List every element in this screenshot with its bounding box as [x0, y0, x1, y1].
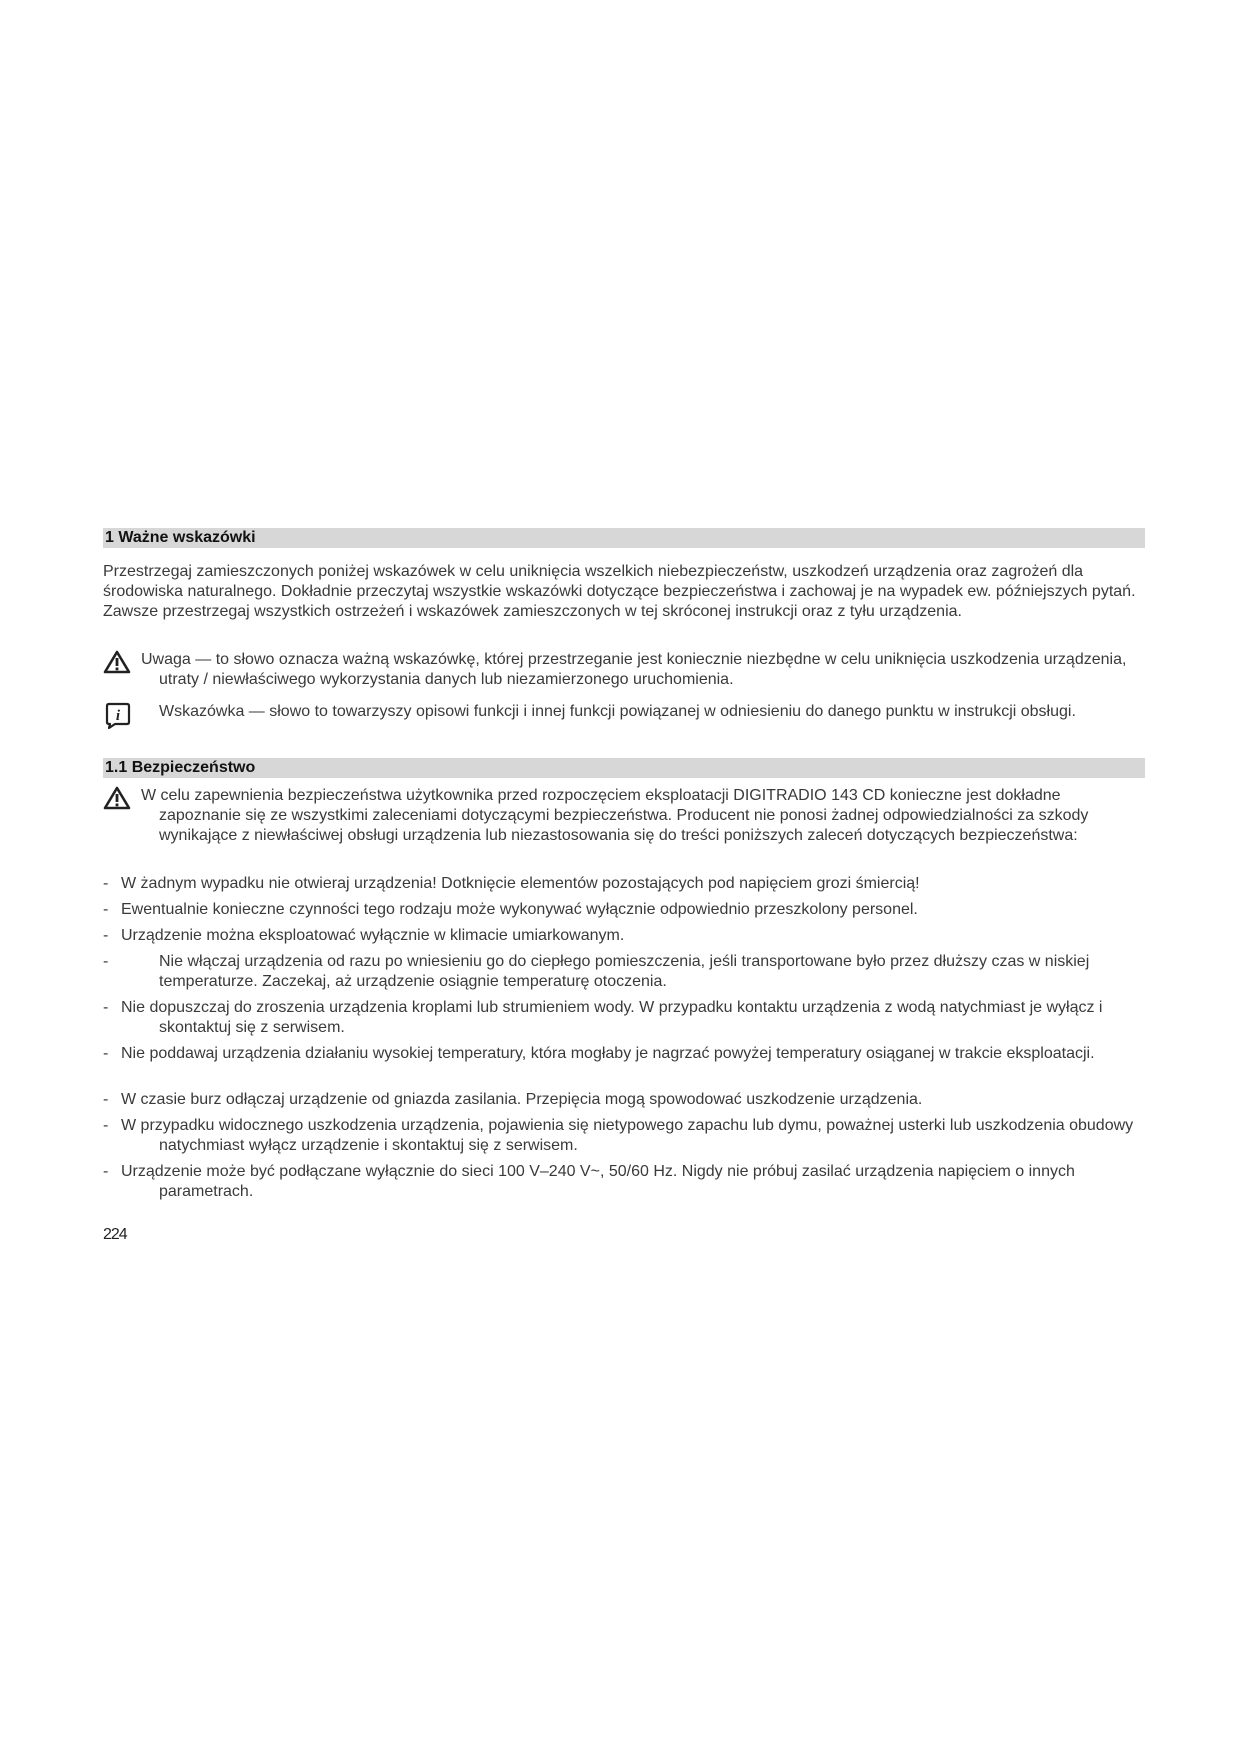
list-item: - W przypadku widocznego uszkodzenia urządzenia, pojawienia się nietypowego zapachu lub dymu, poważnej usterki lub uszkodzenia obudowy natychmiast wyłącz urządzenie i skontaktuj się z serwisem. — [103, 1116, 1145, 1156]
list-item: - Nie poddawaj urządzenia działaniu wysokiej temperatury, która mogłaby je nagrzać powyżej temperatury osiąganej w trakcie eksploatacji. — [103, 1044, 1145, 1064]
list-item-text: Nie włączaj urządzenia od razu po wniesieniu go do ciepłego pomieszczenia, jeśli transportowane było przez dłuższy czas w niskiej temperaturze. Zaczekaj, aż urządzenie osiągnie temperaturę otoczenia. — [159, 953, 1090, 990]
list-item-text: W żadnym wypadku nie otwieraj urządzenia! Dotknięcie elementów pozostających pod napięciem grozi śmiercią! — [121, 875, 920, 892]
list-item: - W czasie burz odłączaj urządzenie od gniazda zasilania. Przepięcia mogą spowodować uszkodzenie urządzenia. — [103, 1090, 1145, 1110]
list-item: - W żadnym wypadku nie otwieraj urządzenia! Dotknięcie elementów pozostających pod napięciem grozi śmiercią! — [103, 874, 1145, 894]
list-item-text: Urządzenie może być podłączane wyłącznie do sieci 100 V–240 V~, 50/60 Hz. Nigdy nie próbuj zasilać urządzenia napięciem o innych parametrach. — [121, 1163, 1075, 1200]
info-icon — [103, 702, 133, 736]
list-item-text: Nie poddawaj urządzenia działaniu wysokiej temperatury, która mogłaby je nagrzać powyżej temperatury osiąganej w trakcie eksploatacji. — [121, 1045, 1095, 1062]
safety-warning-note — [103, 786, 1145, 846]
list-item-text: W czasie burz odłączaj urządzenie od gniazda zasilania. Przepięcia mogą spowodować uszkodzenie urządzenia. — [121, 1091, 923, 1108]
list-item-text: W przypadku widocznego uszkodzenia urządzenia, pojawienia się nietypowego zapachu lub dymu, poważnej usterki lub uszkodzenia obudowy natychmiast wyłącz urządzenie i skontaktuj się z serwisem. — [121, 1117, 1134, 1154]
intro-paragraph: Przestrzegaj zamieszczonych poniżej wskazówek w celu uniknięcia wszelkich niebezpieczeństw, uszkodzeń urządzenia oraz zagrożeń dla środowiska naturalnego. Dokładnie przeczytaj wszystkie wskazówki dotyczące bezpieczeństwa i zachowaj je na wypadek ew. późniejszych pytań. Zawsze przestrzegaj wszystkich ostrzeżeń i wskazówek zamieszczonych w tej skróconej instrukcji oraz z tyłu urządzenia. — [103, 563, 1136, 620]
warning-note — [103, 650, 1145, 690]
list-item: - Nie dopuszczaj do zroszenia urządzenia kroplami lub strumieniem wody. W przypadku kontaktu urządzenia z wodą natychmiast je wyłącz i skontaktuj się z serwisem. — [103, 998, 1145, 1038]
list-item-text: Ewentualnie konieczne czynności tego rodzaju może wykonywać wyłącznie odpowiednio przeszkolony personel. — [121, 901, 918, 918]
warning-triangle-icon — [103, 786, 131, 816]
list-item: - Nie włączaj urządzenia od razu po wniesieniu go do ciepłego pomieszczenia, jeśli transportowane było przez dłuższy czas w niskiej temperaturze. Zaczekaj, aż urządzenie osiągnie temperaturę otoczenia. — [103, 952, 1145, 992]
safety-warning-text: W celu zapewnienia bezpieczeństwa użytkownika przed rozpoczęciem eksploatacji DIGITRADIO 143 CD konieczne jest dokładne zapoznanie się ze wszystkimi zaleceniami dotyczącymi bezpieczeństwa. Producent nie ponosi żadnej odpowiedzialności za szkody wynikające z niewłaściwej obsługi urządzenia lub niezastosowania się do treści poniższych zaleceń dotyczących bezpieczeństwa: — [141, 787, 1089, 844]
list-item: - Ewentualnie konieczne czynności tego rodzaju może wykonywać wyłącznie odpowiednio przeszkolony personel. — [103, 900, 1145, 920]
list-item: - Urządzenie może być podłączane wyłącznie do sieci 100 V–240 V~, 50/60 Hz. Nigdy nie próbuj zasilać urządzenia napięciem o innych parametrach. — [103, 1162, 1145, 1202]
info-note-text: Wskazówka — słowo to towarzyszy opisowi funkcji i innej funkcji powiązanej w odniesieniu do danego punktu w instrukcji obsługi. — [159, 703, 1076, 720]
page-number: 224 — [103, 1226, 127, 1243]
list-item-text: Nie dopuszczaj do zroszenia urządzenia kroplami lub strumieniem wody. W przypadku kontaktu urządzenia z wodą natychmiast je wyłącz i skontaktuj się z serwisem. — [121, 999, 1103, 1036]
warning-note-text: Uwaga — to słowo oznacza ważną wskazówkę, której przestrzeganie jest koniecznie niezbędne w celu uniknięcia uszkodzenia urządzenia, utraty / niewłaściwego wykorzystania danych lub niezamierzonego uruchomienia. — [141, 651, 1127, 688]
warning-triangle-icon — [103, 650, 131, 680]
list-item: - Urządzenie można eksploatować wyłącznie w klimacie umiarkowanym. — [103, 926, 1145, 946]
section-heading: 1 Ważne wskazówki — [103, 528, 1145, 548]
svg-text:i: i — [115, 708, 121, 724]
section-heading-safety: 1.1 Bezpieczeństwo — [103, 758, 1145, 778]
list-item-text: Urządzenie można eksploatować wyłącznie w klimacie umiarkowanym. — [121, 927, 625, 944]
info-note — [103, 702, 1145, 722]
